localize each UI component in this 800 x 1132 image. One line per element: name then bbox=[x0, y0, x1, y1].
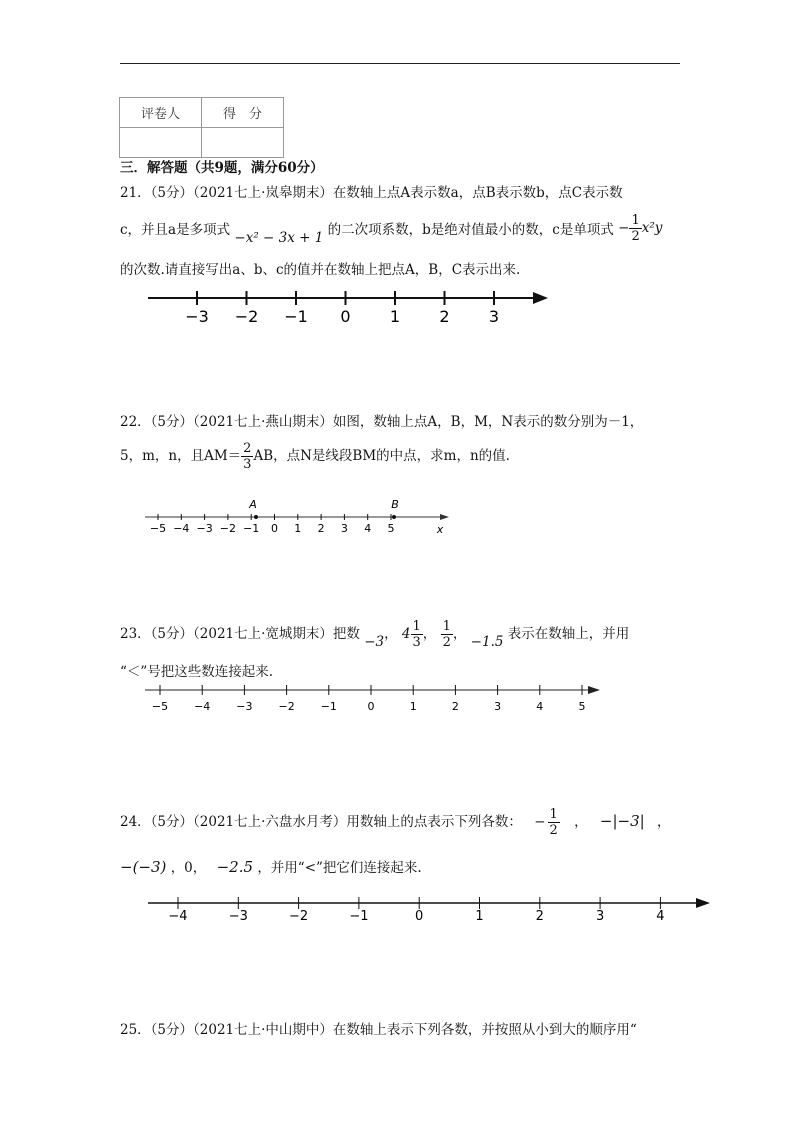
q22-point-b bbox=[392, 515, 396, 519]
q24-axis-arrow bbox=[696, 898, 710, 908]
q22-tick-label: −4 bbox=[173, 522, 190, 535]
q24-line2-c: ，并用“<”把它们连接起来. bbox=[257, 860, 422, 876]
q24-tick-label: 1 bbox=[475, 909, 484, 924]
q21-monomial bbox=[618, 213, 663, 244]
q22-point-a-label: A bbox=[249, 498, 257, 511]
q24-tick-label: 4 bbox=[656, 909, 665, 924]
q22-tick-label: 3 bbox=[340, 522, 348, 535]
q21-line2-a: c，并且a是多项式 bbox=[120, 222, 231, 238]
q21-mono-num: 1 bbox=[631, 213, 640, 228]
q23-axis-arrow bbox=[588, 686, 600, 694]
q24-tick-label: −3 bbox=[228, 909, 248, 924]
q23-num-3-frac bbox=[441, 620, 453, 649]
q22-frac bbox=[241, 442, 253, 471]
q23-tick-label: 5 bbox=[578, 700, 586, 713]
q21-mono-den: 2 bbox=[631, 229, 640, 244]
section-title: 三．解答题（共9题，满分60分） bbox=[120, 160, 324, 176]
q23-line1: 23．（5分）（2021七上·宽城期末）把数 −3， 4 $\frac{1}{3}$ ， $\frac{1}{2}$ ， −1.5 表示在数轴上，并用 bbox=[120, 619, 630, 650]
q24-num-25: −2.5 bbox=[216, 858, 254, 876]
q23-line2: “＜”号把这些数连接起来. bbox=[120, 664, 274, 680]
q22-line2-a: 5，m，n，且AM＝ bbox=[120, 448, 242, 464]
q24-abs-expr: −|−3| bbox=[599, 812, 645, 830]
q21-tick-label: −2 bbox=[234, 307, 259, 326]
q21-line3: 的次数.请直接写出a、b、c的值并在数轴上把点A，B，C表示出来. bbox=[120, 262, 521, 278]
q22-tick-label: 5 bbox=[387, 522, 395, 535]
q23-tick-label: 4 bbox=[536, 700, 544, 713]
q25-line1: 25．（5分）（2021七上·中山期中）在数轴上表示下列各数，并按照从小到大的顺序用“ bbox=[120, 1022, 637, 1038]
q23-line1-b: 表示在数轴上，并用 bbox=[507, 626, 630, 642]
q21-mono-var: x²y bbox=[641, 220, 663, 236]
q21-tick-label: −1 bbox=[284, 307, 308, 326]
q23-num-3-num: 1 bbox=[442, 619, 451, 634]
q21-tick-label: 0 bbox=[340, 307, 351, 326]
q21-number-line bbox=[140, 285, 560, 330]
q24-half-num: 1 bbox=[549, 807, 558, 822]
q22-tick-label: −1 bbox=[243, 522, 260, 535]
q22-line2 bbox=[120, 442, 510, 471]
q22-frac-num: 2 bbox=[243, 441, 252, 456]
q23-tick-label: 1 bbox=[409, 700, 417, 713]
grader-cell bbox=[120, 128, 202, 158]
q21-mono-sign: − bbox=[618, 220, 630, 236]
q23-num-3-den: 2 bbox=[442, 635, 451, 650]
q22-line1: 22．（5分）（2021七上·燕山期末）如图，数轴上点A，B，M，N表示的数分别为－1， bbox=[120, 414, 644, 430]
q24-tick-label: −2 bbox=[289, 909, 309, 924]
score-cell bbox=[202, 128, 284, 158]
q24-tick-label: 2 bbox=[535, 909, 544, 924]
q21-polynomial: −x² − 3x + 1 bbox=[234, 230, 324, 246]
q24-number-line bbox=[140, 893, 715, 933]
q22-axis-var: x bbox=[436, 523, 444, 536]
q24-line2 bbox=[120, 856, 422, 876]
q23-tick-label: 2 bbox=[451, 700, 459, 713]
q23-tick-label: −3 bbox=[236, 700, 253, 713]
q21-tick-label: 3 bbox=[488, 307, 500, 326]
q23-num-1: −3 bbox=[364, 634, 385, 650]
q23-tick-label: −1 bbox=[320, 700, 337, 713]
q21-tick-label: 1 bbox=[389, 307, 401, 326]
q22-tick-label: −2 bbox=[219, 522, 237, 535]
header-rule bbox=[120, 63, 680, 64]
q21-line2 bbox=[120, 213, 663, 246]
q21-axis-arrow bbox=[533, 292, 548, 304]
q23-tick-label: 3 bbox=[494, 700, 502, 713]
q23-num-2-num: 1 bbox=[412, 619, 421, 634]
score-header: 得 分 bbox=[202, 98, 284, 128]
q23-tick-label: 0 bbox=[367, 700, 375, 713]
q24-tick-label: 0 bbox=[415, 909, 424, 924]
q23-tick-label: −5 bbox=[151, 700, 169, 713]
q21-line2-b: 的二次项系数，b是绝对值最小的数，c是单项式 bbox=[327, 222, 614, 238]
q22-point-b-label: B bbox=[391, 498, 399, 511]
q21-tick-label: −3 bbox=[185, 307, 209, 326]
q22-tick-label: 4 bbox=[364, 522, 372, 535]
q23-number-line bbox=[140, 680, 610, 720]
q23-tick-label: −4 bbox=[194, 700, 211, 713]
q24-half-frac bbox=[548, 808, 560, 837]
q24-half-den: 2 bbox=[549, 823, 558, 838]
q23-num-2-den: 3 bbox=[412, 635, 421, 650]
q21-tick-label: 2 bbox=[439, 307, 450, 326]
q21-mono-frac bbox=[629, 214, 641, 243]
q22-line2-b: AB，点N是线段BM的中点，求m，n的值. bbox=[253, 448, 510, 464]
q22-point-a bbox=[254, 515, 258, 519]
q22-tick-label: 2 bbox=[317, 522, 325, 535]
q24-tick-label: −4 bbox=[168, 909, 188, 924]
q23-num-4: −1.5 bbox=[470, 634, 504, 650]
q23-line1-a: 23．（5分）（2021七上·宽城期末）把数 bbox=[120, 626, 360, 642]
q24-tick-label: −1 bbox=[349, 909, 369, 924]
q22-axis-arrow bbox=[440, 514, 449, 520]
q24-line1-a: 24．（5分）（2021七上·六盘水月考）用数轴上的点表示下列各数： bbox=[120, 814, 522, 830]
q23-num-2-frac bbox=[411, 620, 423, 649]
q24-line2-b: ，0， bbox=[170, 860, 207, 876]
q22-tick-label: 1 bbox=[294, 522, 302, 535]
q22-tick-label: −5 bbox=[149, 522, 167, 535]
q24-line1: 24．（5分）（2021七上·六盘水月考）用数轴上的点表示下列各数： − $\frac{1}{2}$ ， −|−3| ， bbox=[120, 807, 671, 838]
q24-neg-neg3: −(−3) bbox=[120, 858, 167, 876]
q24-tick-label: 3 bbox=[595, 909, 605, 924]
grader-header: 评卷人 bbox=[120, 98, 202, 128]
q22-tick-label: 0 bbox=[271, 522, 278, 535]
q22-tick-label: −3 bbox=[196, 522, 213, 535]
score-table bbox=[119, 97, 284, 158]
q22-frac-den: 3 bbox=[243, 457, 252, 472]
q23-num-2-whole: 4 bbox=[401, 626, 411, 642]
q23-tick-label: −2 bbox=[278, 700, 295, 713]
q21-line1: 21．（5分）（2021七上·岚皋期末）在数轴上点A表示数a，点B表示数b，点C表示数 bbox=[120, 185, 623, 201]
q22-number-line bbox=[140, 495, 460, 540]
